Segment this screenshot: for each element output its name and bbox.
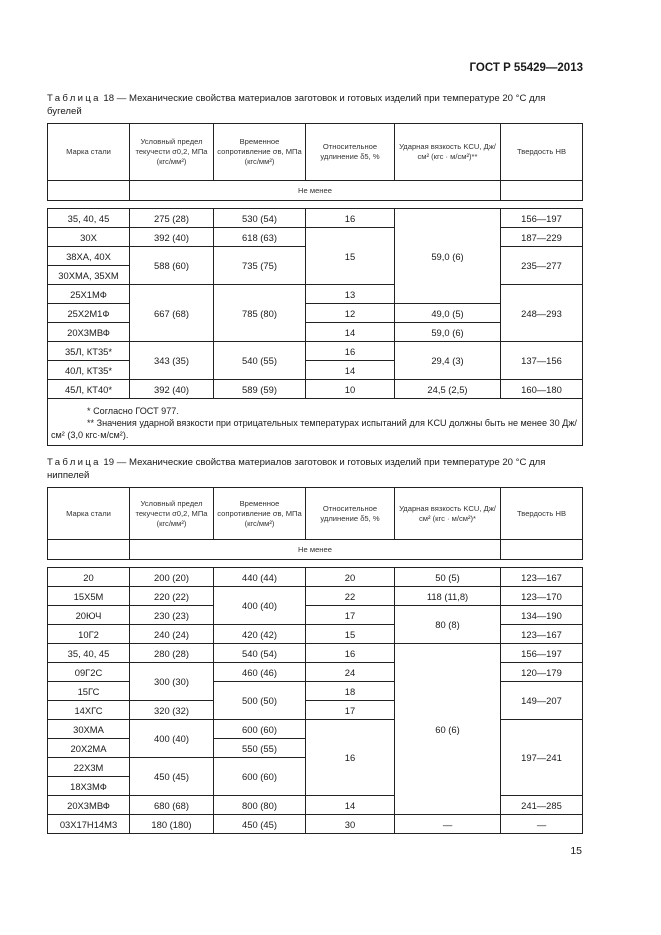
table-cell: 30Х xyxy=(48,228,130,247)
table19 xyxy=(47,487,583,834)
table-cell: 392 (40) xyxy=(130,228,214,247)
table-cell: 156—197 xyxy=(501,644,583,663)
table-cell: 10 xyxy=(306,380,395,399)
table-cell: 588 (60) xyxy=(130,247,214,285)
table-cell: 15 xyxy=(306,228,395,285)
col-header-grade: Марка стали xyxy=(48,124,130,181)
table-cell: 540 (55) xyxy=(214,342,306,380)
table-cell: 20 xyxy=(48,568,130,587)
table-cell: 123—170 xyxy=(501,587,583,606)
table-cell: 10Г2 xyxy=(48,625,130,644)
col-header-grade: Марка стали xyxy=(48,488,130,540)
table-cell: 187—229 xyxy=(501,228,583,247)
table-cell: 60 (6) xyxy=(395,644,501,815)
table-cell: 680 (68) xyxy=(130,796,214,815)
table-cell: 03Х17Н14М3 xyxy=(48,815,130,834)
table-cell: 137—156 xyxy=(501,342,583,380)
table-cell: 180 (180) xyxy=(130,815,214,834)
table-cell: 500 (50) xyxy=(214,682,306,720)
table-cell: 280 (28) xyxy=(130,644,214,663)
table-cell: 118 (11,8) xyxy=(395,587,501,606)
col-header-elongation: Относительное удлинение δ5, % xyxy=(306,124,395,181)
footnote: * Согласно ГОСТ 977. xyxy=(87,406,179,416)
col-header-impact: Ударная вязкость KCU, Дж/см² (кгс · м/см²)** xyxy=(395,124,501,181)
table-cell: 15ГС xyxy=(48,682,130,701)
table19-caption-label: Таблица xyxy=(47,457,101,468)
table18 xyxy=(47,123,583,446)
col-header-hardness: Твердость НВ xyxy=(501,488,583,540)
table-cell: 120—179 xyxy=(501,663,583,682)
table-cell: 667 (68) xyxy=(130,285,214,342)
table-cell: 460 (46) xyxy=(214,663,306,682)
table-cell: 248—293 xyxy=(501,285,583,342)
table-cell: 149—207 xyxy=(501,682,583,720)
footnote: ** Значения ударной вязкости при отрицательных температурах испытаний для KCU должны быть не менее 30 Дж/см² (3,0 кгс·м/см²). xyxy=(51,418,577,440)
table-cell: 20Х3МВФ xyxy=(48,323,130,342)
table-cell: 20Х3МВФ xyxy=(48,796,130,815)
table-cell: 15 xyxy=(306,625,395,644)
table-cell: 735 (75) xyxy=(214,247,306,285)
table-cell: 540 (54) xyxy=(214,644,306,663)
table-cell: 241—285 xyxy=(501,796,583,815)
table-cell: 29,4 (3) xyxy=(395,342,501,380)
table-cell: 123—167 xyxy=(501,625,583,644)
table-cell: 59,0 (6) xyxy=(395,323,501,342)
col-header-elongation: Относительное удлинение δ5, % xyxy=(306,488,395,540)
table18-caption xyxy=(47,93,581,118)
col-header-impact: Ударная вязкость KCU, Дж/см² (кгс · м/см²)* xyxy=(395,488,501,540)
table-cell: 530 (54) xyxy=(214,209,306,228)
document-header: ГОСТ Р 55429—2013 xyxy=(469,62,583,74)
table-cell: 17 xyxy=(306,701,395,720)
table-cell: 550 (55) xyxy=(214,739,306,758)
table-cell: 420 (42) xyxy=(214,625,306,644)
table-cell: 220 (22) xyxy=(130,587,214,606)
table-cell: 17 xyxy=(306,606,395,625)
table-cell: 197—241 xyxy=(501,720,583,796)
page-number: 15 xyxy=(570,845,582,857)
table-cell: 589 (59) xyxy=(214,380,306,399)
table-cell: 785 (80) xyxy=(214,285,306,342)
table-cell: 35, 40, 45 xyxy=(48,644,130,663)
table-cell: 24,5 (2,5) xyxy=(395,380,501,399)
table-cell: 618 (63) xyxy=(214,228,306,247)
col-header-yield: Условный предел текучести σ0,2, МПа (кгс/мм²) xyxy=(130,124,214,181)
table-cell: 16 xyxy=(306,644,395,663)
table-cell: 30 xyxy=(306,815,395,834)
table19-caption xyxy=(47,457,581,482)
table-cell: 123—167 xyxy=(501,568,583,587)
table-cell: 235—277 xyxy=(501,247,583,285)
table-cell: 600 (60) xyxy=(214,758,306,796)
table-cell: 24 xyxy=(306,663,395,682)
table-cell: 20Х2МА xyxy=(48,739,130,758)
table-cell: — xyxy=(501,815,583,834)
table18-footnotes xyxy=(48,399,583,446)
table-cell: 09Г2С xyxy=(48,663,130,682)
table-cell: 16 xyxy=(306,209,395,228)
table-cell: 20 xyxy=(306,568,395,587)
table18-caption-label: Таблица xyxy=(47,93,101,104)
table-cell: 400 (40) xyxy=(130,720,214,758)
table-cell: 45Л, КТ40* xyxy=(48,380,130,399)
table-cell: 30ХМА xyxy=(48,720,130,739)
table-cell: 20ЮЧ xyxy=(48,606,130,625)
table-cell: 400 (40) xyxy=(214,587,306,625)
col-header-yield: Условный предел текучести σ0,2, МПа (кгс/мм²) xyxy=(130,488,214,540)
table-cell: 200 (20) xyxy=(130,568,214,587)
table18-caption-text: 18 — Механические свойства материалов заготовок и готовых изделий при температуре 20 °С для бугелей xyxy=(47,93,546,117)
table-cell: 14 xyxy=(306,361,395,380)
table-cell: 38ХА, 40Х xyxy=(48,247,130,266)
table-cell: 800 (80) xyxy=(214,796,306,815)
table-cell: 25Х2М1Ф xyxy=(48,304,130,323)
table-cell: 600 (60) xyxy=(214,720,306,739)
table-cell: 49,0 (5) xyxy=(395,304,501,323)
table-cell: 16 xyxy=(306,720,395,796)
table-cell: 160—180 xyxy=(501,380,583,399)
table-cell: 35Л, КТ35* xyxy=(48,342,130,361)
table-cell: 450 (45) xyxy=(214,815,306,834)
table-cell: 14 xyxy=(306,796,395,815)
table-cell: 450 (45) xyxy=(130,758,214,796)
not-less-label: Не менее xyxy=(130,540,501,560)
table-cell: 16 xyxy=(306,342,395,361)
table-cell: 50 (5) xyxy=(395,568,501,587)
table-cell: — xyxy=(395,815,501,834)
table-cell: 22 xyxy=(306,587,395,606)
table-cell: 13 xyxy=(306,285,395,304)
table-cell: 134—190 xyxy=(501,606,583,625)
table-cell: 343 (35) xyxy=(130,342,214,380)
table-cell: 392 (40) xyxy=(130,380,214,399)
table-cell: 18Х3МФ xyxy=(48,777,130,796)
table-cell: 12 xyxy=(306,304,395,323)
not-less-label: Не менее xyxy=(130,181,501,201)
table19-caption-text: 19 — Механические свойства материалов заготовок и готовых изделий при температуре 20 °С для ниппелей xyxy=(47,457,546,481)
table-cell: 275 (28) xyxy=(130,209,214,228)
table-cell: 59,0 (6) xyxy=(395,209,501,304)
table-cell: 80 (8) xyxy=(395,606,501,644)
table-cell: 14ХГС xyxy=(48,701,130,720)
col-header-hardness: Твердость НВ xyxy=(501,124,583,181)
table-cell: 22Х3М xyxy=(48,758,130,777)
table-cell: 14 xyxy=(306,323,395,342)
table-cell: 440 (44) xyxy=(214,568,306,587)
table-cell: 40Л, КТ35* xyxy=(48,361,130,380)
table-cell: 156—197 xyxy=(501,209,583,228)
table-cell: 15Х5М xyxy=(48,587,130,606)
table-cell: 300 (30) xyxy=(130,663,214,701)
table-cell: 18 xyxy=(306,682,395,701)
table-cell: 35, 40, 45 xyxy=(48,209,130,228)
table-cell: 30ХМА, 35ХМ xyxy=(48,266,130,285)
table-cell: 25Х1МФ xyxy=(48,285,130,304)
col-header-tensile: Временное сопротивление σв, МПа (кгс/мм²) xyxy=(214,124,306,181)
col-header-tensile: Временное сопротивление σв, МПа (кгс/мм²) xyxy=(214,488,306,540)
table-cell: 240 (24) xyxy=(130,625,214,644)
table-cell: 230 (23) xyxy=(130,606,214,625)
table-cell: 320 (32) xyxy=(130,701,214,720)
